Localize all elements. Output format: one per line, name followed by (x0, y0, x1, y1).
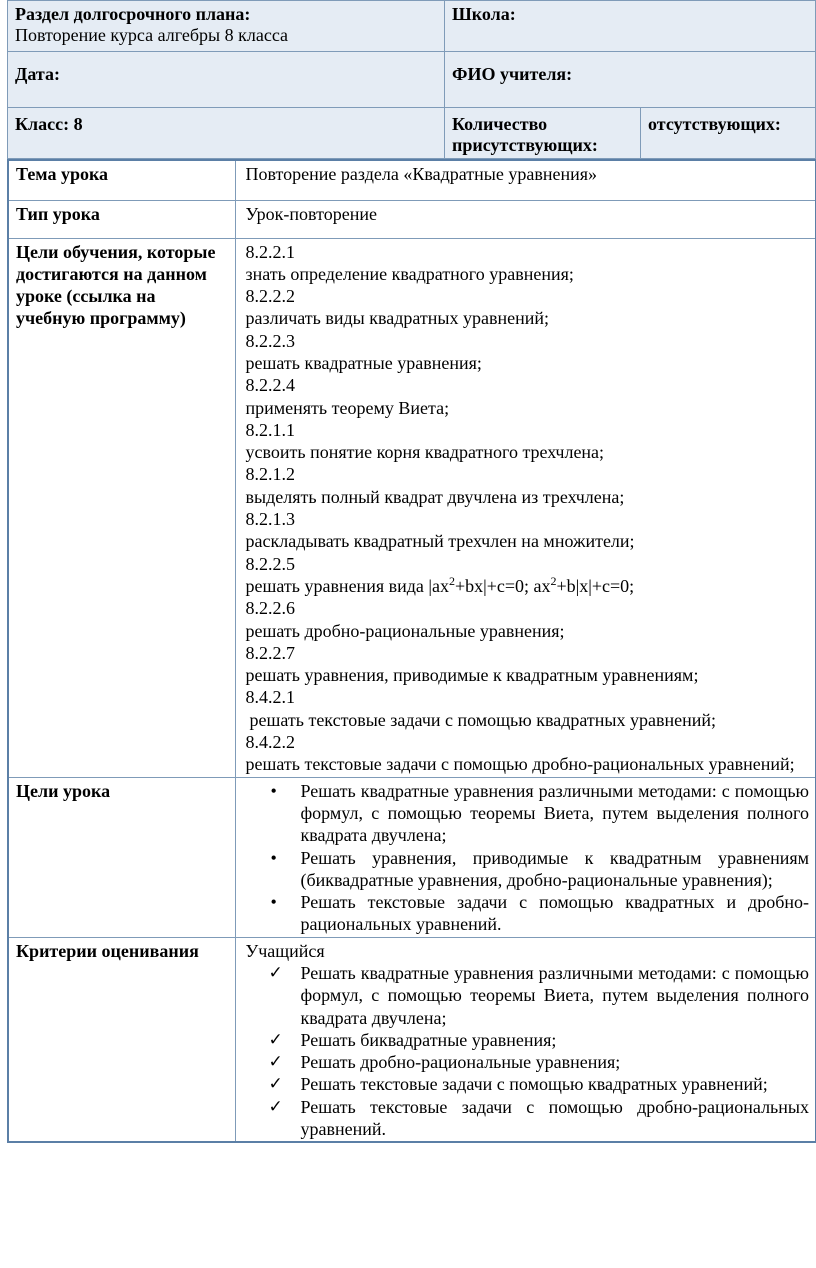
goal-code: 8.2.2.5 (245, 553, 295, 574)
goal-text: усвоить понятие корня квадратного трехчлена; (245, 442, 605, 463)
section-label: Раздел долгосрочного плана: (15, 4, 251, 24)
goal-item (246, 419, 810, 464)
present-label: Количество присутствующих: (452, 114, 598, 155)
topic-label: Тема урока (8, 160, 235, 200)
goal-code: 8.2.2.4 (245, 375, 295, 396)
goals-list (235, 238, 816, 777)
goal-item (246, 731, 810, 776)
goal-item (246, 463, 810, 508)
goal-text: решать уравнения вида $|ax^2+bx|+c=0$; $ax^2+b|x|+c=0$; (245, 573, 635, 596)
goal-text: знать определение квадратного уравнения; (245, 263, 574, 284)
bullet-icon: • (270, 892, 277, 913)
list-item: • Решать уравнения, приводимые к квадратным уравнениям (биквадратные уравнения, дробно-рациональные уравнения); (270, 847, 809, 890)
lesson-table (7, 159, 816, 1143)
goal-item (246, 285, 810, 330)
goal-code: 8.4.2.2 (245, 732, 295, 753)
teacher-cell (445, 52, 816, 108)
list-item: • Решать текстовые задачи с помощью квадратных и дробно-рациональных уравнений. (270, 892, 809, 935)
goal-code: 8.2.1.3 (245, 509, 295, 530)
goal-text: различать виды квадратных уравнений; (245, 308, 550, 329)
bullet-icon: • (270, 780, 277, 801)
goal-item (246, 553, 810, 598)
goal-code: 8.4.2.1 (245, 687, 295, 708)
school-label: Школа: (452, 4, 516, 24)
goal-item (246, 330, 810, 375)
list-item: ✓ Решать текстовые задачи с помощью дробно-рациональных уравнений. (268, 1096, 809, 1140)
list-item: • Решать квадратные уравнения различными методами: с помощью формул, с помощью теоремы Виета, путем выделения полного квадрата двучлена; (270, 780, 809, 846)
goal-text: выделять полный квадрат двучлена из трехчлена; (245, 486, 625, 507)
list-item: ✓ Решать биквадратные уравнения; (268, 1029, 557, 1050)
type-label: Тип урока (8, 200, 235, 238)
goal-code: 8.2.2.7 (245, 642, 295, 663)
goal-code: 8.2.2.3 (245, 330, 295, 351)
lesson-plan-page (7, 0, 815, 1143)
absent-label: отсутствующих: (648, 114, 781, 134)
goal-code: 8.2.1.2 (245, 464, 295, 485)
criteria-list (235, 937, 816, 1142)
teacher-label: ФИО учителя: (452, 64, 573, 84)
type-value: Урок-повторение (235, 200, 816, 238)
goal-item (246, 642, 810, 687)
goal-text: решать текстовые задачи с помощью дробно-рациональных уравнений; (245, 754, 795, 775)
goal-item (246, 374, 810, 419)
goal-text: решать уравнения, приводимые к квадратным уравнениям; (245, 665, 699, 686)
list-item: ✓ Решать текстовые задачи с помощью квадратных уравнений; (268, 1074, 768, 1095)
list-item: ✓ Решать дробно-рациональные уравнения; (268, 1052, 621, 1073)
goals-label: Цели обучения, которые достигаются на данном уроке (ссылка на учебную программу) (8, 238, 235, 777)
criteria-label: Критерии оценивания (8, 937, 235, 1142)
checkmark-icon: ✓ (268, 1074, 283, 1095)
list-item: ✓ Решать квадратные уравнения различными методами: с помощью формул, с помощью теоремы Виета, путем выделения полного квадрата двучлена; (268, 963, 809, 1028)
section-value: Повторение курса алгебры 8 класса (15, 25, 289, 45)
goal-item (246, 241, 810, 286)
goal-text: решать дробно-рациональные уравнения; (245, 620, 565, 641)
topic-value: Повторение раздела «Квадратные уравнения» (235, 160, 816, 200)
school-cell (445, 1, 816, 52)
present-cell (445, 108, 641, 159)
goal-text: раскладывать квадратный трехчлен на множители; (245, 531, 635, 552)
checkmark-icon: ✓ (268, 1029, 283, 1050)
class-label: Класс: 8 (15, 114, 83, 134)
date-label: Дата: (15, 64, 60, 84)
goal-item (246, 686, 810, 731)
goal-code: 8.2.2.1 (245, 241, 295, 262)
goal-text: применять теорему Виета; (245, 397, 450, 418)
checkmark-icon: ✓ (268, 1096, 283, 1117)
date-cell (8, 52, 445, 108)
goal-item (246, 597, 810, 642)
section-cell (8, 1, 445, 52)
objectives-label: Цели урока (8, 777, 235, 937)
checkmark-icon: ✓ (268, 1052, 283, 1073)
goal-text: решать квадратные уравнения; (245, 352, 482, 373)
class-cell (8, 108, 445, 159)
criteria-intro: Учащийся (245, 940, 325, 961)
goal-code: 8.2.1.1 (245, 419, 295, 440)
goal-item (246, 508, 810, 553)
goal-code: 8.2.2.6 (245, 598, 295, 619)
goal-code: 8.2.2.2 (245, 286, 295, 307)
objectives-list (235, 777, 816, 937)
header-table (7, 0, 816, 159)
checkmark-icon: ✓ (268, 963, 283, 983)
goal-text: решать текстовые задачи с помощью квадратных уравнений; (249, 709, 716, 730)
bullet-icon: • (270, 847, 277, 868)
absent-cell (641, 108, 816, 159)
